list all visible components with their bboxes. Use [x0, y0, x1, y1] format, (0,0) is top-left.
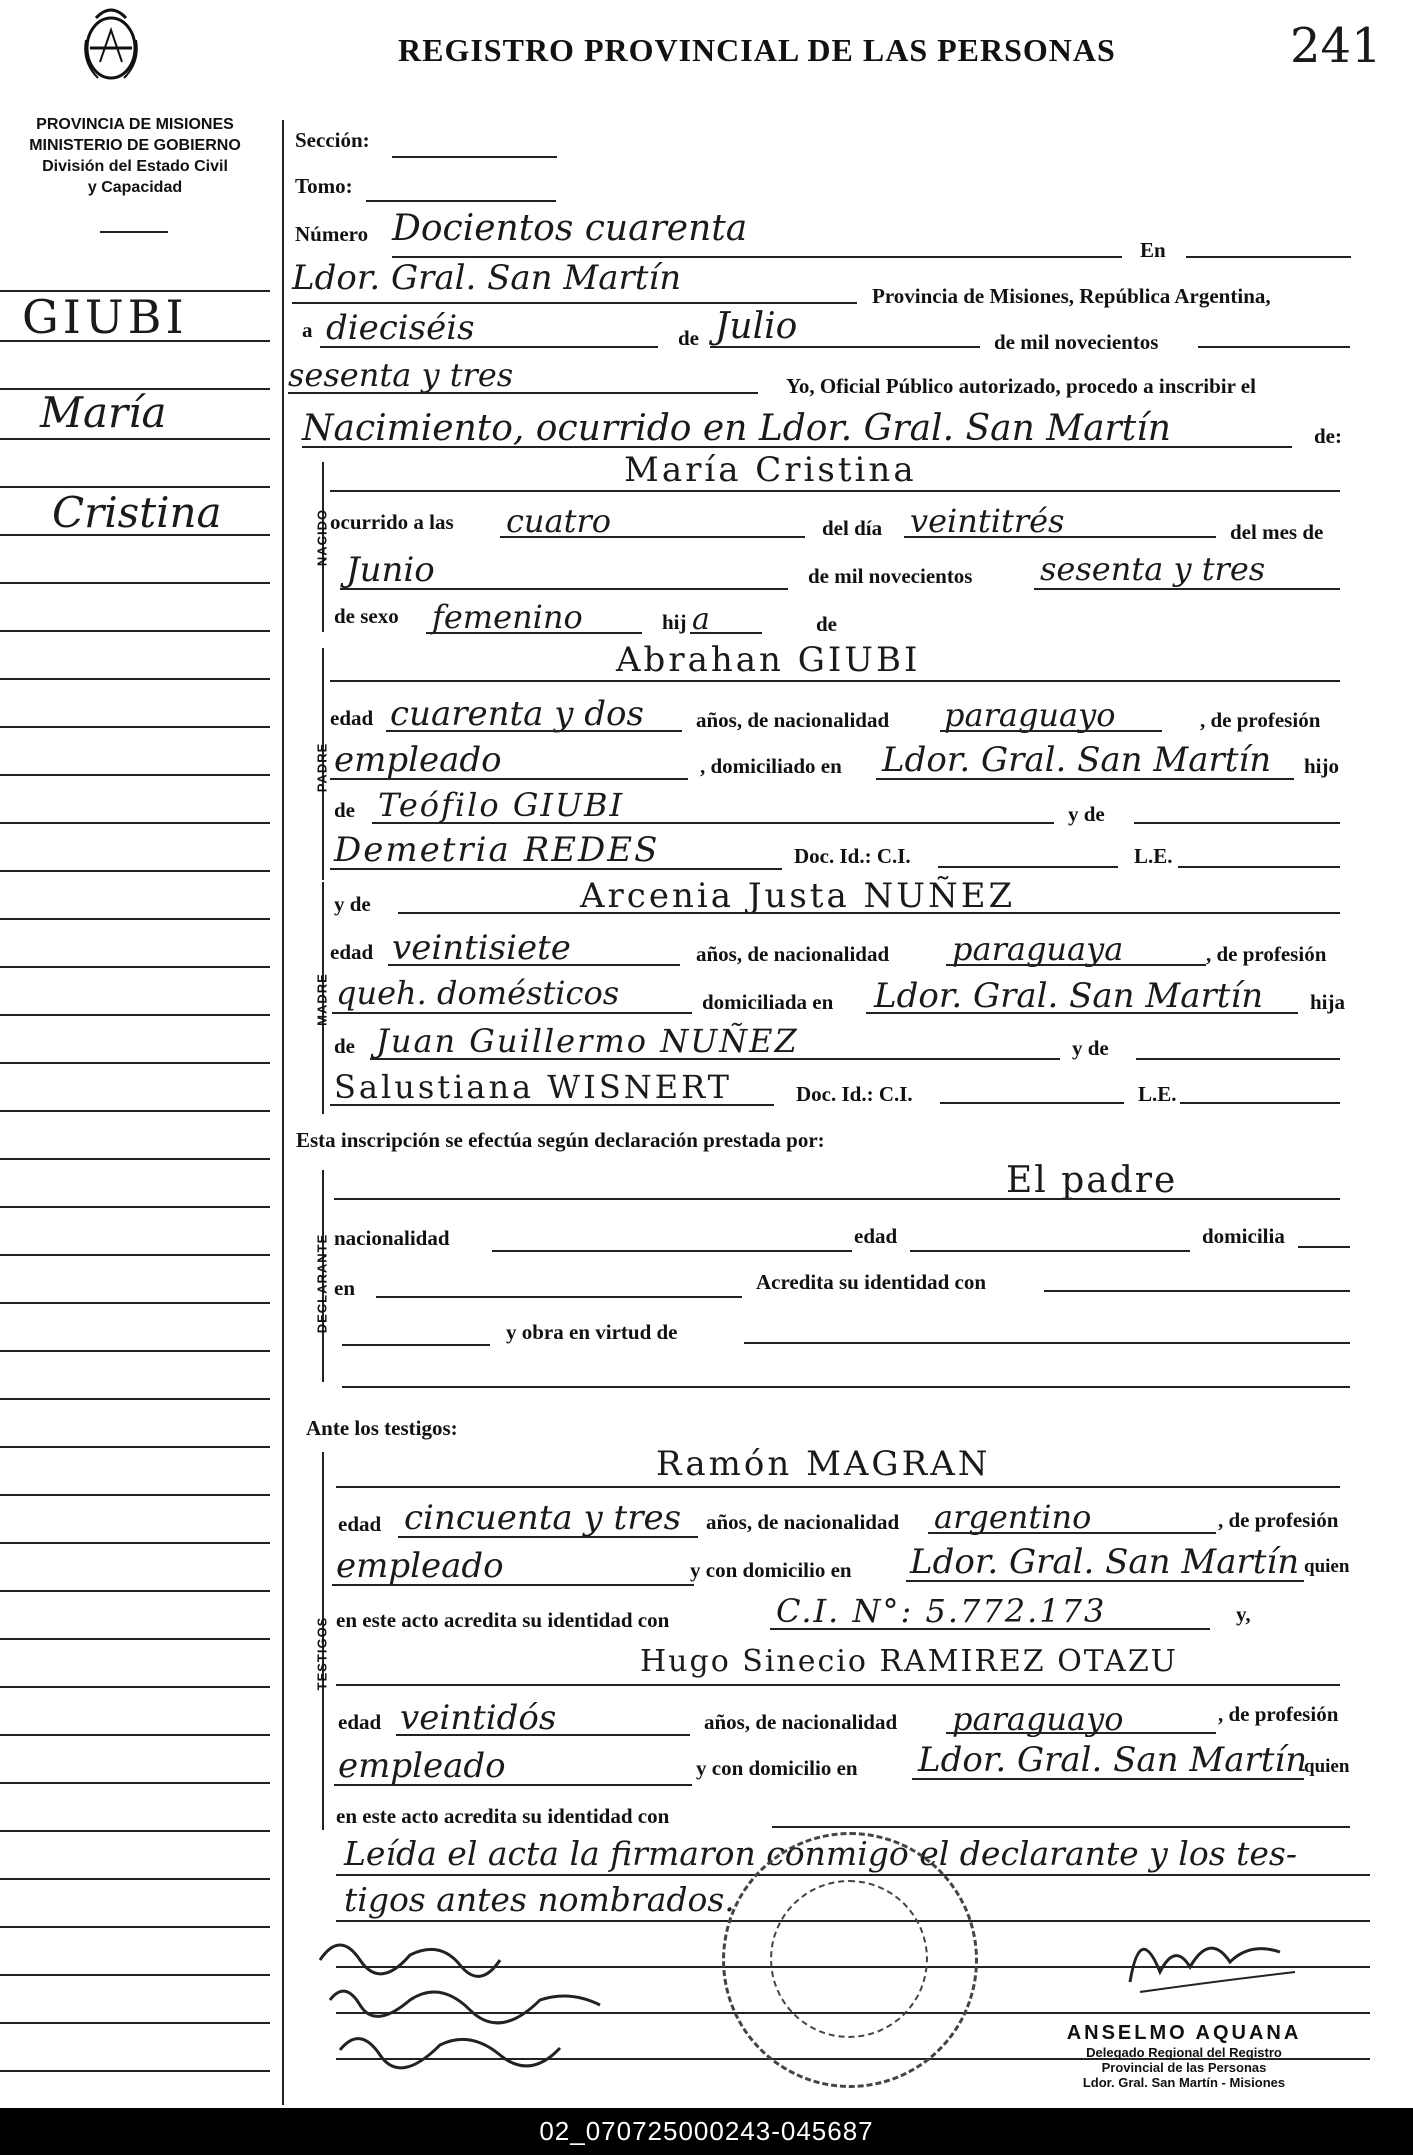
padre-prof-label: , de profesión [1200, 708, 1321, 732]
ocurrido-label: ocurrido a las [330, 510, 454, 534]
testigo1-dom-value: Ldor. Gral. San Martín [910, 1542, 1300, 1582]
seccion-label: Sección: [295, 128, 370, 152]
place-value: Ldor. Gral. San Martín [292, 258, 682, 298]
numero-value: Docientos cuarenta [392, 208, 748, 249]
testigo2-nac-label: años, de nacionalidad [704, 1710, 898, 1734]
testigo2-edad-label: edad [338, 1710, 382, 1734]
padre-nac-value: paraguayo [944, 696, 1116, 734]
madre-le-label: L.E. [1138, 1082, 1177, 1106]
hijo-label: hij [662, 610, 687, 634]
declarante-label: DECLARANTE [314, 1233, 330, 1334]
testigo2-edad-value: veintidós [400, 1698, 557, 1738]
declarante-dom-label: domicilia [1202, 1224, 1285, 1248]
margin-name-2: Cristina [52, 488, 222, 537]
padre-le-label: L.E. [1134, 844, 1173, 868]
padre-nac-label: años, de nacionalidad [696, 708, 890, 732]
madre-name: Arcenia Justa NUÑEZ [580, 876, 1016, 916]
testigo1-edad-label: edad [338, 1512, 382, 1536]
testigo2-acredita-label: en este acto acredita su identidad con [336, 1804, 670, 1828]
testigo2-nac-value: paraguayo [952, 1700, 1124, 1738]
madre-hija-label: hija [1310, 990, 1346, 1014]
de-colon-label: de: [1314, 424, 1342, 448]
margin-surname: GIUBI [22, 290, 188, 344]
oficial-text: Yo, Oficial Público autorizado, procedo a inscribir el [786, 374, 1256, 398]
official-seal-inner [770, 1880, 928, 2038]
testigo1-quien: quien [1304, 1556, 1350, 1577]
declarante-en-label: en [334, 1276, 355, 1300]
madre-prof-label: , de profesión [1206, 942, 1327, 966]
year-value: sesenta y tres [288, 356, 514, 394]
closing-line-2: tigos antes nombrados. [344, 1880, 735, 1919]
event-value: Nacimiento, ocurrido en Ldor. Gral. San Martín [302, 408, 1171, 449]
madre-father-value: Juan Guillermo NUÑEZ [376, 1022, 799, 1060]
padre-doc-label: Doc. Id.: C.I. [794, 844, 911, 868]
numero-label: Número [295, 222, 369, 246]
madre-nac-value: paraguaya [952, 930, 1124, 968]
declarante-nac-label: nacionalidad [334, 1226, 450, 1250]
madre-edad-value: veintisiete [392, 928, 571, 968]
testigo1-y: y, [1236, 1602, 1251, 1626]
a-label: a [302, 318, 313, 342]
testigo2-prof-label: , de profesión [1218, 1702, 1339, 1726]
testigo1-id-value: C.I. N°: 5.772.173 [776, 1592, 1107, 1630]
mil-novecientos-label: de mil novecientos [994, 330, 1159, 354]
madre-y-de2-label: y de [1072, 1036, 1109, 1060]
document-title: REGISTRO PROVINCIAL DE LAS PERSONAS [398, 32, 1116, 68]
madre-edad-label: edad [330, 940, 374, 964]
madre-prof-value: queh. domésticos [336, 974, 620, 1012]
testigo1-acredita-label: en este acto acredita su identidad con [336, 1608, 670, 1632]
padre-hijo-label: hijo [1304, 754, 1340, 778]
madre-dom-value: Ldor. Gral. San Martín [874, 976, 1264, 1016]
declarante-obra-label: y obra en virtud de [506, 1320, 678, 1344]
testigo1-nac-label: años, de nacionalidad [706, 1510, 900, 1534]
nacido-day-value: veintitrés [910, 502, 1065, 540]
madre-y-de-label: y de [334, 892, 371, 916]
madre-de-label: de [334, 1034, 355, 1058]
padre-de-label: de [334, 798, 355, 822]
madre-mother-value: Salustiana WISNERT [334, 1068, 732, 1106]
testigo1-prof-value: empleado [336, 1546, 504, 1586]
nacido-name: María Cristina [624, 450, 917, 490]
official-signature [1120, 1912, 1310, 2012]
nacido-mil-label: de mil novecientos [808, 564, 973, 588]
document-id-bar: 02_070725000243-045687 [0, 2108, 1413, 2155]
madre-label: MADRE [314, 973, 330, 1026]
padre-edad-value: cuarenta y dos [390, 694, 644, 734]
padre-prof-value: empleado [334, 740, 502, 780]
closing-line-1: Leída el acta la firmaron conmigo el declarante y los tes- [344, 1834, 1298, 1873]
del-dia-label: del día [822, 516, 883, 540]
testigo1-nac-value: argentino [934, 1498, 1092, 1536]
testigo2-quien: quien [1304, 1756, 1350, 1777]
declarante-edad-label: edad [854, 1224, 898, 1248]
testigo2-dom-value: Ldor. Gral. San Martín [918, 1740, 1308, 1780]
page-number: 241 [1290, 18, 1382, 74]
en-label: En [1140, 238, 1166, 262]
declarante-value: El padre [1006, 1160, 1178, 1201]
padre-father-value: Teófilo GIUBI [378, 786, 625, 824]
nacido-label: NACIDO [314, 508, 330, 567]
testigo2-dom-label: y con domicilio en [696, 1756, 858, 1780]
margin-name-1: María [40, 388, 167, 437]
padre-dom-label: , domiciliado en [700, 754, 842, 778]
sexo-label: de sexo [334, 604, 399, 628]
madre-dom-label: domiciliada en [702, 990, 834, 1014]
hijo-value: a [692, 602, 710, 637]
testigo1-name: Ramón MAGRAN [656, 1444, 991, 1484]
testigo1-dom-label: y con domicilio en [690, 1558, 852, 1582]
testigo2-prof-value: empleado [338, 1746, 506, 1786]
padre-edad-label: edad [330, 706, 374, 730]
madre-nac-label: años, de nacionalidad [696, 942, 890, 966]
padre-name: Abrahan GIUBI [616, 640, 921, 680]
nacido-de-label: de [816, 612, 837, 636]
month-value: Julio [715, 306, 798, 347]
sexo-value: femenino [432, 598, 583, 636]
padre-dom-value: Ldor. Gral. San Martín [882, 740, 1272, 780]
padre-label: PADRE [314, 742, 330, 793]
declarante-acredita-label: Acredita su identidad con [756, 1270, 987, 1294]
official-stamp-block: ANSELMO AQUANA Delegado Regional del Registro Provincial de las Personas Ldor. Gral. San Martín - Misiones [1066, 2022, 1302, 2090]
testigos-label: TESTIGOS [314, 1616, 330, 1691]
del-mes-label: del mes de [1230, 520, 1324, 544]
testigo1-prof-label: , de profesión [1218, 1508, 1339, 1532]
signature-scribbles [300, 1920, 640, 2110]
padre-mother-value: Demetria REDES [334, 830, 660, 870]
testigos-intro: Ante los testigos: [306, 1416, 458, 1440]
declarante-intro: Esta inscripción se efectúa según declaración prestada por: [296, 1128, 825, 1152]
madre-doc-label: Doc. Id.: C.I. [796, 1082, 913, 1106]
testigo2-name: Hugo Sinecio RAMIREZ OTAZU [640, 1644, 1178, 1679]
padre-y-de-label: y de [1068, 802, 1105, 826]
nacido-year-value: sesenta y tres [1040, 550, 1266, 588]
de-label: de [678, 326, 699, 350]
provincia-text: Provincia de Misiones, República Argentina, [872, 284, 1271, 308]
hour-value: cuatro [506, 502, 612, 540]
nacido-month-value: Junio [346, 550, 435, 590]
day-value: dieciséis [326, 308, 475, 348]
tomo-label: Tomo: [295, 174, 353, 198]
testigo1-edad-value: cincuenta y tres [404, 1498, 682, 1538]
coat-of-arms-icon [80, 0, 142, 85]
org-heading: PROVINCIA DE MISIONES MINISTERIO DE GOBIERNO División del Estado Civil y Capacidad [29, 116, 241, 196]
